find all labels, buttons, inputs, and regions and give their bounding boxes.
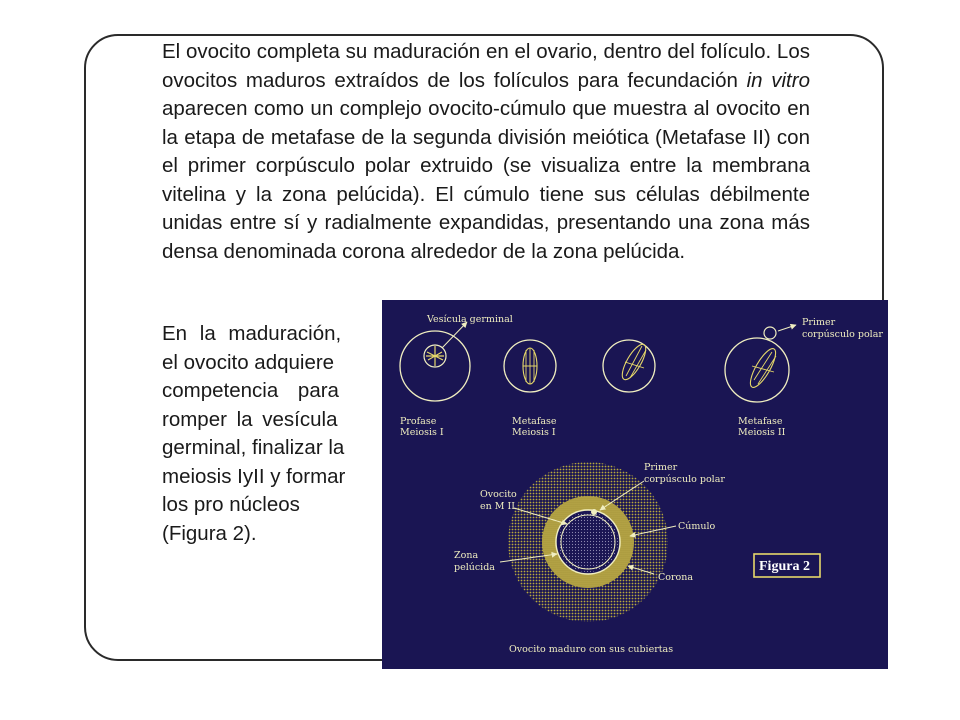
maturation-line: meiosis IyII y formar bbox=[162, 464, 346, 488]
label-vesicula-germinal: Vesícula germinal bbox=[427, 314, 513, 325]
label-primer-top-2: corpúsculo polar bbox=[802, 329, 883, 340]
label-cumulo: Cúmulo bbox=[678, 521, 716, 532]
label-zona-2: pelúcida bbox=[454, 562, 495, 573]
maturation-line: competencia para bbox=[162, 379, 339, 402]
maturation-line: el ovocito adquiere bbox=[162, 350, 335, 374]
mature-oocyte-diagram bbox=[508, 462, 668, 622]
label-stage1-line1: Profase bbox=[400, 416, 437, 427]
stage-metafase2-cell bbox=[725, 325, 796, 402]
figure-tag-label: Figura 2 bbox=[759, 559, 810, 574]
label-ovocito-1: Ovocito bbox=[480, 489, 517, 500]
intro-paragraph bbox=[162, 38, 810, 266]
label-primer-mid-2: corpúsculo polar bbox=[644, 474, 725, 485]
label-zona-1: Zona bbox=[454, 550, 479, 561]
intro-text-2: aparecen como un complejo ovocito-cúmulo que muestra al ovocito en la etapa de metafase de la segunda división meiótica (Metafase II) con el primer corpúsculo polar extruido (se visualiza entre la membrana vitelina y la zona pelúcida). El cúmulo tiene sus células débilmente unidas entre sí y radialmente expandidas, presentando una zona más densa denominada corona alrededor de la zona pelúcida. bbox=[162, 97, 810, 263]
maturation-line: los pro núcleos bbox=[162, 493, 300, 516]
maturation-line: En la maduración, bbox=[162, 322, 342, 345]
intro-text-1: El ovocito completa su maduración en el ovario, dentro del folículo. Los ovocitos maduros extraídos de los folículos para fecundación bbox=[162, 40, 810, 92]
figure-caption: Ovocito maduro con sus cubiertas bbox=[509, 644, 674, 655]
maturation-line: (Figura 2). bbox=[162, 521, 257, 545]
stage-metafase1-cell bbox=[504, 340, 556, 392]
label-stage4-line2: Meiosis II bbox=[738, 427, 786, 438]
label-primer-top-1: Primer bbox=[802, 317, 836, 328]
stage-profase-cell bbox=[400, 322, 470, 401]
label-stage1-line2: Meiosis I bbox=[400, 427, 444, 438]
label-primer-mid-1: Primer bbox=[644, 462, 678, 473]
label-ovocito-2: en M II bbox=[480, 501, 516, 512]
maturation-paragraph bbox=[162, 320, 367, 548]
maturation-line: germinal, finalizar la bbox=[162, 436, 345, 459]
maturation-line: romper la vesícula bbox=[162, 407, 338, 431]
stage-transition-cell bbox=[603, 340, 655, 392]
label-corona: Corona bbox=[658, 572, 694, 583]
label-stage4-line1: Metafase bbox=[738, 416, 783, 427]
oocyte-maturation-figure bbox=[382, 300, 888, 669]
label-stage2-line2: Meiosis I bbox=[512, 427, 556, 438]
label-stage2-line1: Metafase bbox=[512, 416, 557, 427]
intro-italic: in vitro bbox=[746, 68, 810, 92]
figure-illustration bbox=[382, 300, 888, 669]
